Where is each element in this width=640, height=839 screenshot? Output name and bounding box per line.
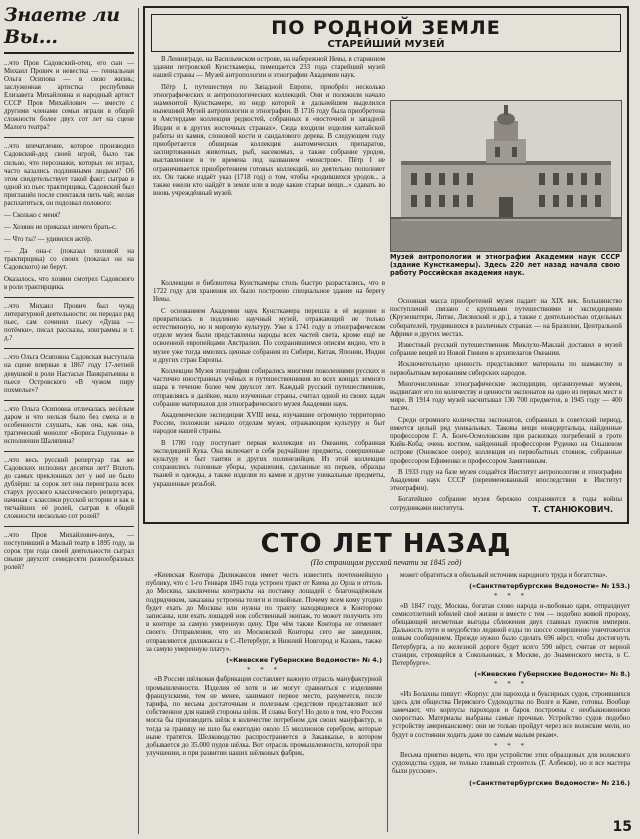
separator-stars: * * * <box>494 741 528 750</box>
article-paragraph: В Ленинграде, на Васильевском острове, на набережной Невы, в старинном здании петровской Кунсткамеры, помещается 233 года старейший музей нашей страны — Музей антропологии и этнографии Академии наук. <box>153 56 385 80</box>
page-number: 15 <box>612 819 632 835</box>
sidebar-separator <box>4 400 134 401</box>
sidebar-separator <box>4 348 134 349</box>
article-paragraph: Исключительную ценность представляют материалы по шаманству и первобытным верованиям сибирских народов. <box>390 361 622 377</box>
sidebar-paragraph: — Сколько с меня? <box>4 211 61 219</box>
sidebar-paragraph: ...что впечатление, которое производил Садовский-дед своей игрой, было так сильно, что персонажи, которых он играл, часто казались подлинными людьми? Об этом свидетельствует такой факт: сыграв в одной из пьес трактирщика, Садовский был приглашён после спектакля пить чай; желая расплатиться, он подозвал полового: <box>4 143 134 207</box>
article-paragraph: Среди огромного количества экспонатов, собранных в советский период, имеется целый ряд уникальных. Таковы вещи неандертальца, найденные профессором Г. А. Бонч-Осмоловским при раскопках погребений в гроте Кийк-Коба; очень костюм, найденный профессором Руденко на Ольшевом острове (Онежское озеро); коллекция из первобытных стоянок, собранные профессором Ефименко и профессором Замятниным. <box>390 416 622 465</box>
article-paragraph: В 1933 году на базе музея создаётся Институт антропологии и этнографии Академии наук СССР (переименованный впоследствии в Институт этнографии). <box>390 468 622 493</box>
news-item-text: «В России шёлковая фабрикация составляет важную отрасль мануфактурной промышленности. Изделия её хотя и не могут сравниться с изделиями французскими, тем не менее, занимают первое место, разумеется, после тарифа, по весьма достаточным и полезным средством представляют всё собственное для нашей стороны шёлк. И славы Богу! Но дело в том, что Россия могла бы производить шёлк в количестве потребном для своих мануфактур, и тогда за границу не шло бы ежегодно около 15 миллионов серебром, которые ныне тратятся. Шелководство распространяется в Закавказье, в котором добывается до 35.000 пудов шёлка. Вот отрасль промышленности, которой при улучшении, и при развитии наших шёлковых фабрик, <box>146 676 382 758</box>
sidebar-do-you-know <box>4 4 134 834</box>
sidebar-paragraph: ...что Михаил Прович был чужд литературной деятельности: он передал ряд пьес, сам сочинил пьесу «Душа — потёмки», писал рассказы, эпиграммы и т. д.? <box>4 303 134 343</box>
news-item-text: «Киевская Контора Дилижансов имеет честь известить почтеннейшую публику, что с 1-го Генваря 1845 года устроен тракт от Киева до Орла и оттоль до Москвы, заключены контракты на поставку лошадей с благонадёжным подрядчиком, заказаны устроены телеги и покойные. Почему всем кому угодно будет ехать до Москвы или нужна по тракту находящиеся в Контороке записаны, или ехать лошадей нок собственный экипаж, то может получить это в конторе за самую умеренную цену. При чём также Контора не отменяет своего. Отправления, что из Московской Конторы сего же заведения, отправляются дилижансы в С.-Петербург, в Нижний Новгород и Казань, также за самую умеренную плату». <box>146 572 382 653</box>
sidebar-paragraph: ...что Ольга Осиповна отличалась весёлым даром и что нельзя было без смеха и в особенности слушать, как она, как она, трагический монолог «Бориса Годунова» в исполнении Шаляпина? <box>4 405 134 445</box>
column-divider <box>138 8 139 834</box>
sidebar-paragraph: ...что Ольга Осиповна Садовская выступала на сцене впервые в 1867 году 17-летней девушкой в роли Настасьи Панкратьевны в пьесе Островского «В чужом пиру похмелье»? <box>4 354 134 394</box>
photo-caption: Музей антропологии и этнографии Академии наук СССР (здание Кунсткамеры). Здесь 220 лет назад начала свою работу Российская академия наук. <box>390 253 620 277</box>
article-paragraph: Многочисленные этнографические экспедиции, организуемые музеем, выдвигают его по количеству и ценности экспонатов на одно из первых мест в мире. В 1914 году музей насчитывал 130 700 предметов, в 1945 году — 400 тысяч. <box>390 380 622 413</box>
author-signature: Т. СТАНЮКОВИЧ. <box>532 505 613 514</box>
separator-stars: * * * <box>494 680 528 689</box>
separator-stars: * * * <box>494 592 528 601</box>
section-heading: ПО РОДНОЙ ЗЕМЛЕ <box>271 17 501 39</box>
hundred-years-title: СТО ЛЕТ НАЗАД <box>260 529 512 559</box>
news-item-text: Весьма приятно видеть, что при устройстве этих образцовых для волжского судоходства судов, не только главный строитель (Г. Албеков), но и все мастера были русские». <box>392 752 630 776</box>
sidebar-separator <box>4 137 134 138</box>
news-item-source: («Санктпетербургские Ведомости» № 153.) <box>469 582 630 591</box>
article-paragraph: Академические экспедиции XVIII века, изучавшие огромную территорию России, положили начало отделам музея, отражающим культуру и быт народов нашей страны. <box>153 412 385 436</box>
sidebar-paragraph: ...что весь русский репертуар так же Садовских исполнял десятки лет? Вплоть до самых преклонных лет у неё не было дублёрш: за сорок лет она переиграла всех старух русского классического репертуара, начиная с классики русской истории и как в тягчайших её ролей, сыграв в общей сложности несколько сот ролей? <box>4 456 134 521</box>
kunstkamera-illustration <box>391 101 621 251</box>
article-paragraph: Коллекции Музея этнографии собирались многими поколениями русских и частично иностранных учёных и путешественников во всех концах земного шара в течение более чем двухсот лет. Каждый русский путешественник, отправляясь в далёкие, мало изученные страны, считал одной из своих задач собрание материалов для этнографического музея Академии наук. <box>153 368 385 408</box>
news-item-text: «В 1847 году, Москва, богатая слово народа и-любовью царя, отпразднует семисотлетний юбилей своё жизни и вместе с тем — подобно живой пророку, обещающей несметные выгоды сближения двух главных пунктов империи. Дальность пути и неудобство ледяной езды по шоссе совершенно уничтожится новым сообщением. Прежде нужно было сделать 696 вёрст, чтобы достигнуть Петербурга, а по железной дороге будет всего 590 вёрст, считая от верной станции, строящейся в Сокольниках, в Москве, до Знаменского места, в С. Петербурге». <box>392 602 630 668</box>
separator-stars: * * * <box>247 666 281 675</box>
sidebar-paragraph: — Что ты? — удивился актёр. <box>4 235 93 243</box>
hundred-years-column-left <box>146 572 382 834</box>
sidebar-separator <box>4 451 134 452</box>
sidebar-paragraph: Оказалось, что хозяин смотрел Садовского в роли трактирщика. <box>4 276 134 292</box>
museum-header <box>151 14 621 52</box>
sidebar-paragraph: ...что Пров Садовский-отец, его сын — Михаил Прович и невестка — гениальная Ольга Осипова — в свою жизнь; заслуженная артистка республики Елизавета Михайловна и народный артист СССР Пров Михайлович — вместе с другими членами семьи играли в общей сложности более двух сот лет на сцене Малого театра? <box>4 60 134 132</box>
article-paragraph: Богатейшее собрание музея бережно сохраняются в годы войны сотрудниками института. <box>390 496 622 512</box>
news-item-source: («Киевские Губернские Ведомости» № 4.) <box>226 656 382 665</box>
sidebar-title: Знаете ли Вы... <box>4 4 134 54</box>
hundred-years-subtitle: (По страницам русской печати за 1845 год) <box>310 558 462 567</box>
article-paragraph: Пётр I, путешествуя по Западной Европе, приобрёл несколько этнографических и антропологических коллекций. Они и положили начало знаменитой Кунсткамере, из недр которой в дальнейшем выделился нынешний Музей антропологии и этнографии. В 1716 году была приобретена в Амстердаме коллекция редкостей, собранных в «восточной и западной Индии и в других восточных странах». Сюда входили изделия китайской работы из камня, слоновой кости и сандалового дерева. В следующем году приобретается обширная коллекция анатомических препаратов, заспиртованных животных, рыб, насекомых, а также собрание уродов, выставленное в те времена под названием «монстров». Пётр I не ограничивается приобретением готовых коллекций, но деятельно пополняет их. Он также издаёт указ (1718 год) о том, чтобы «родившихся уродов... а также ежели кто найдёт в земле или в воде какие старые вещи...» сдавать во вновь учреждённый музей. <box>153 83 385 198</box>
news-item-source: («Санктпетербургские Ведомости» № 216.) <box>469 778 630 787</box>
sidebar-paragraph: — Хозяин не приказал ничего брать-с. <box>4 223 117 231</box>
article-paragraph: В 1780 году поступает первая коллекция из Океании, собранная экспедицией Кука. Она включает в себя редчайшие предметы, совершенные культуру и быт таитян и других полинезийцев. Из этой коллекции сохранились головные уборы, украшения, сделанные из перьев, образцы тканей и одежды, а также изделия из камня и другие уникальные предметы, украшенные резьбой. <box>153 439 385 488</box>
article-paragraph: Известный русский путешественник Миклухо-Маклай доставил в музей собрание вещей из Новой Гвинеи и архипелагов Океании. <box>390 342 622 358</box>
museum-text-column-left-bottom <box>153 280 385 512</box>
news-item-text: может обратиться в обильный источник народного труда и богатства». <box>400 572 608 579</box>
article-paragraph: Основная масса приобретений музея падает на XIX век. Большинство поступлений связано с крупными путешествиями и экспедициями (Крузенштерн, Литке, Лисянский и др.), а также с деятельностью отдельных собирателей, трудившихся в различных странах — на Бразилии, Центральной Африке и других местах. <box>390 298 622 338</box>
hundred-years-header <box>142 530 630 568</box>
museum-article <box>143 6 629 524</box>
news-item-text: «Из Болахны пишут: «Корпус для парохода и буксирных судов, строившихся здесь для общества Пермского Судоходства по Волге и Каме, готовы. Вообще замечают, что корпусы пароходов и барок построены с необыкновенною скоростью. Материалы выбраны самые прочные. Устройство судов подобно устройству американскому: они не только пройдут через все волжские мели, но будут в состоянии ходить даже по самым малым рекам». <box>392 690 630 739</box>
sidebar-separator <box>4 526 134 527</box>
article-title: СТАРЕЙШИЙ МУЗЕЙ <box>327 39 445 50</box>
museum-text-column-left-top <box>153 56 385 276</box>
museum-photo <box>390 100 622 252</box>
sidebar-paragraph: — Да она-с (показал половой на трактирщика) со своих (показал он на Садовского) не берут. <box>4 247 134 272</box>
article-paragraph: С основанием Академии наук Кунсткамера перешла в её ведение и превратилась в подлинно научный музей, отражающий не только естественную, но и мировую культуру. Уже к 1741 году в этнографическом отделе музея были представлены народы всех частей света, кроме ещё не освоенной европейцами Австралии. По сохранившимся описям видно, что в музее уже тогда имелись ценные собрания из Сибири, Китая, Японии, Индии и других стран Европы. <box>153 307 385 364</box>
sidebar-paragraph: ...что Пров Михайлович-внук, — поступивший в Малый театр в 1895 году, за сорок три года своей деятельности сыграл свыше двухсот семидесяти разнообразных ролей? <box>4 532 134 572</box>
article-paragraph: Коллекции и библиотека Кунсткамеры столь быстро разрастались, что в 1722 году для хранения их было построено специальное здание на берегу Невы. <box>153 280 385 304</box>
hundred-years-column-right <box>392 572 630 834</box>
column-divider <box>387 574 388 832</box>
sidebar-separator <box>4 297 134 298</box>
news-item-source: («Киевские Губернские Ведомости» № 8.) <box>474 670 630 679</box>
sidebar-body <box>4 60 134 572</box>
